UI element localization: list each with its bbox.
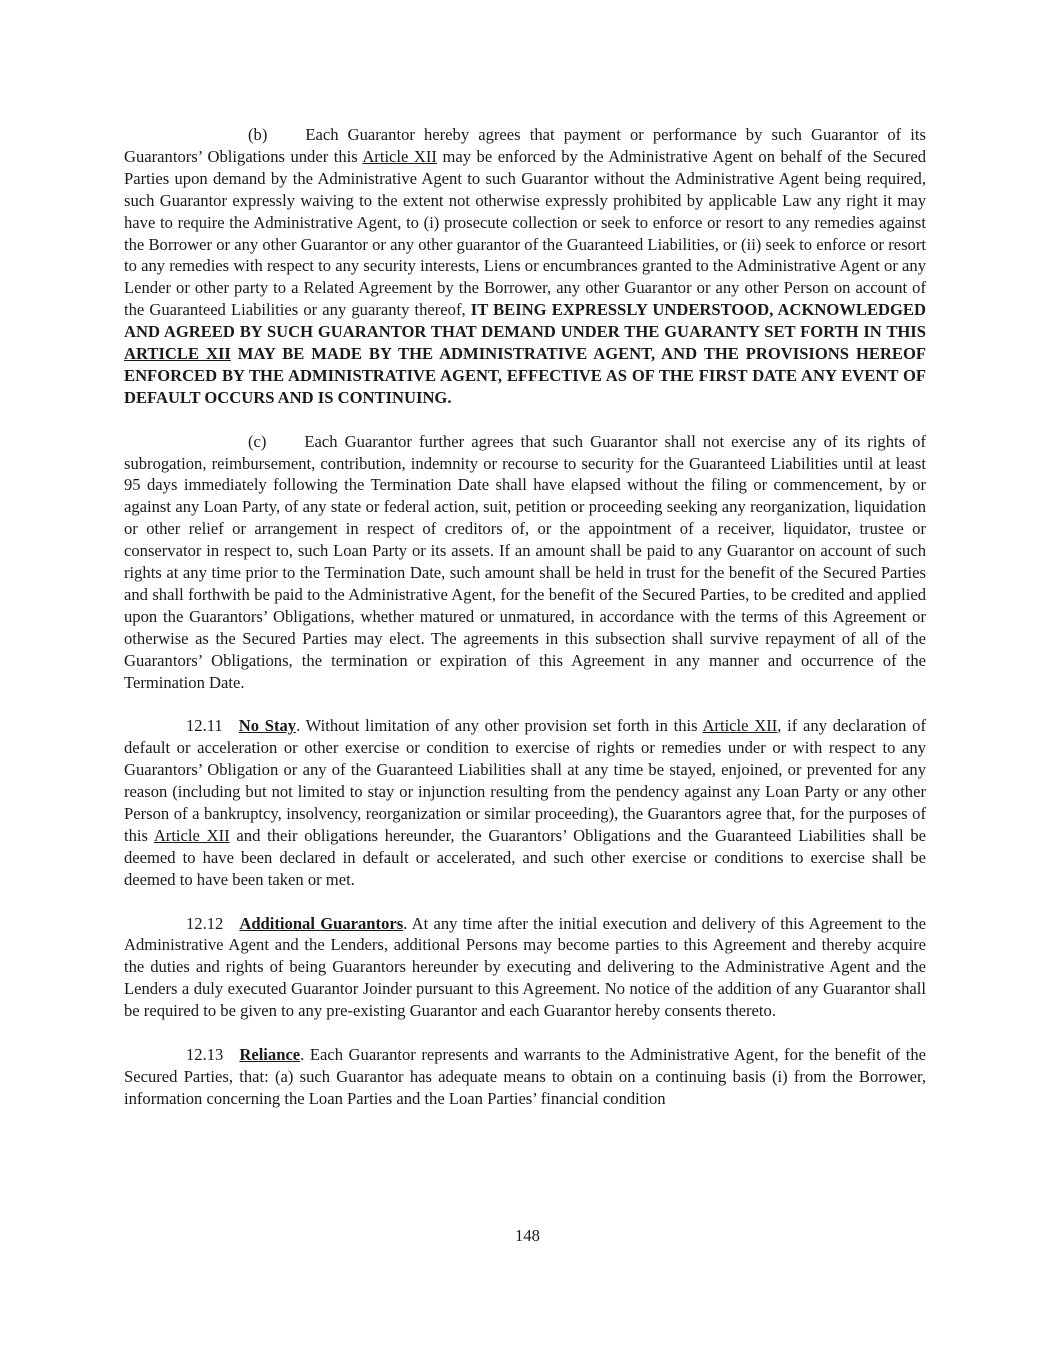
section-12-12 xyxy=(124,913,926,1023)
article-reference-link: ARTICLE XII xyxy=(124,344,231,364)
paragraph-text: Each Guarantor further agrees that such Guarantor shall not exercise any of its rights of subrogation, reimbursement, contribution, indemnity or recourse to security for the Guaranteed Liabilities until at least 95 days immediately following the Termination Date shall have elapsed without the filing or commencement, by or against any Loan Party, of any state or federal action, suit, petition or proceeding seeking any reorganization, liquidation or other relief or arrangement in respect of creditors of, or the appointment of a receiver, liquidator, trustee or conservator in respect to, such Loan Party or its assets. If an amount shall be paid to any Guarantor on account of such rights at any time prior to the Termination Date, such amount shall be held in trust for the benefit of the Secured Parties and shall forthwith be paid to the Administrative Agent, for the benefit of the Secured Parties, to be credited and applied upon the Guarantors’ Obligations, whether matured or unmatured, in accordance with the terms of this Agreement or otherwise as the Secured Parties may elect. The agreements in this subsection shall survive repayment of all of the Guarantors’ Obligations, the termination or expiration of this Agreement in any manner and occurrence of the Termination Date. xyxy=(124,431,926,692)
page-number: 148 xyxy=(515,1226,540,1245)
paragraph-b xyxy=(124,124,926,409)
section-heading: Additional Guarantors xyxy=(239,913,404,933)
paragraph-number: (c) xyxy=(248,431,267,451)
section-number: 12.13 xyxy=(186,1045,224,1064)
section-12-13 xyxy=(124,1044,926,1110)
paragraph-text: . At any time after the initial execution and delivery of this Agreement to the Administrative Agent and the Lenders, additional Persons may become parties to this Agreement and thereby acquire the duties and rights of being Guarantors hereunder by executing and delivering to the Administrative Agent and the Lenders a duly executed Guarantor Joinder pursuant to this Agreement. No notice of the addition of any Guarantor shall be required to be given to any pre-existing Guarantor and each Guarantor hereby consents thereto. xyxy=(124,913,926,1021)
section-heading: Reliance xyxy=(239,1045,301,1064)
paragraph-text: Each Guarantor hereby agrees that payment or performance by such Guarantor of its Guarantors’ Obligations under this xyxy=(124,125,926,166)
section-12-11 xyxy=(124,715,926,890)
article-reference-link: Article XII xyxy=(153,825,230,845)
article-reference-link: Article XII xyxy=(362,146,437,166)
paragraph-text: . Without limitation of any other provision set forth in this xyxy=(296,716,703,736)
paragraph-text: . Each Guarantor represents and warrants to the Administrative Agent, for the benefit of the Secured Parties, that: (a) such Guarantor has adequate means to obtain on a continuing basis (i) from the Borrower, information concerning the Loan Parties and the Loan Parties’ financial condition xyxy=(124,1045,926,1108)
section-number: 12.12 xyxy=(186,913,224,933)
paragraph-number: (b) xyxy=(248,125,268,144)
bold-statement: IT BEING EXPRESSLY UNDERSTOOD, ACKNOWLEDGED AND AGREED BY SUCH GUARANTOR THAT DEMAND UNDER THE GUARANTY SET FORTH IN THIS xyxy=(124,300,926,342)
paragraph-text: may be enforced by the Administrative Agent on behalf of the Secured Parties upon demand by the Administrative Agent to such Guarantor without the Administrative Agent being required, such Guarantor expressly waiving to the extent not otherwise expressly prohibited by applicable Law any right it may have to require the Administrative Agent, to (i) prosecute collection or seek to enforce or resort to any remedies against the Borrower or any other Guarantor or any other guarantor of the Guaranteed Liabilities, or (ii) seek to enforce or resort to any remedies with respect to any security interests, Liens or encumbrances granted to the Administrative Agent or any Lender or other party to a Related Agreement by the Borrower, any other Guarantor or any other Person on account of the Guaranteed Liabilities or any guaranty thereof, xyxy=(124,146,927,320)
section-heading: No Stay xyxy=(238,716,297,736)
paragraph-c xyxy=(124,431,926,694)
section-number: 12.11 xyxy=(186,716,223,736)
bold-statement: MAY BE MADE BY THE ADMINISTRATIVE AGENT, AND THE PROVISIONS HEREOF ENFORCED BY THE ADMINISTRATIVE AGENT, EFFECTIVE AS OF THE FIRST DATE ANY EVENT OF DEFAULT OCCURS AND IS CONTINUING. xyxy=(124,344,927,407)
paragraph-text: and their obligations hereunder, the Guarantors’ Obligations and the Guaranteed Liabilities shall be deemed to have been declared in default or accelerated, and such other exercise or conditions to exercise shall be deemed to have been taken or met. xyxy=(124,825,926,889)
paragraph-text: , if any declaration of default or acceleration or other exercise or condition to exercise of rights or remedies under or with respect to any Guarantors’ Obligation or any of the Guaranteed Liabilities shall at any time be stayed, enjoined, or prevented for any reason (including but not limited to stay or injunction resulting from the pendency against any Loan Party or any other Person of a bankruptcy, insolvency, reorganization or similar proceeding), the Guarantors agree that, for the purposes of this xyxy=(124,716,926,845)
article-reference-link: Article XII xyxy=(702,716,778,736)
